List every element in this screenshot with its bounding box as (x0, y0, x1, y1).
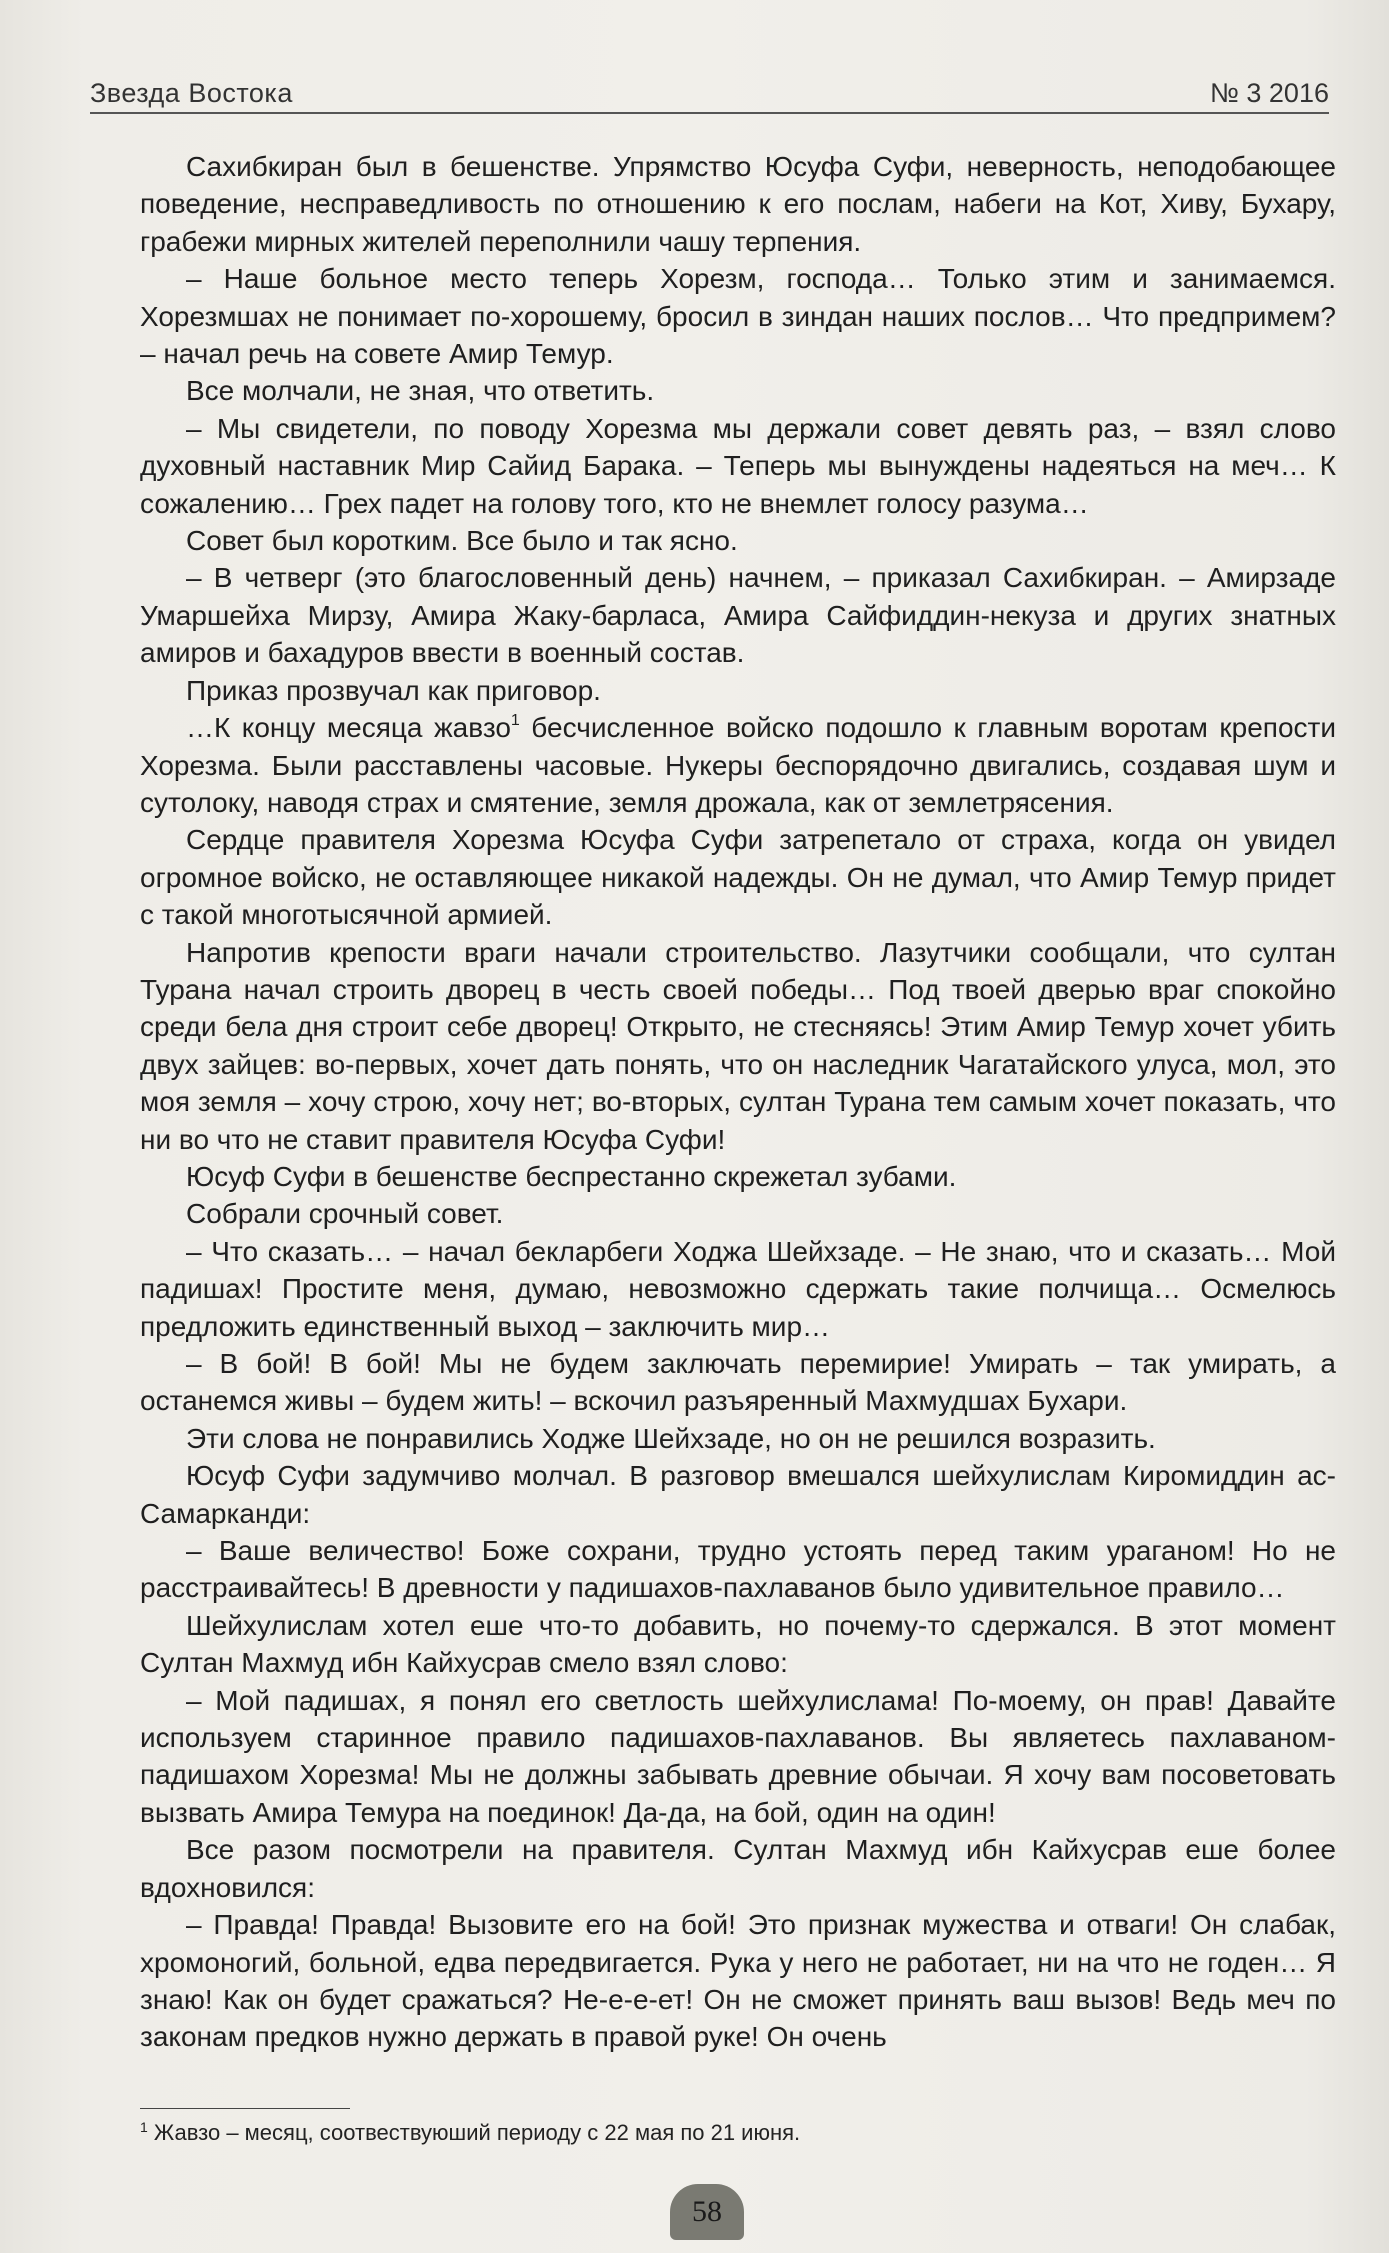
paragraph: Юсуф Суфи задумчиво молчал. В разговор вмешался шейхулислам Киромиддин ас-Самарканди: (140, 1460, 1336, 1529)
paragraph: – Наше больное место теперь Хорезм, господа… Только этим и занимаемся. Хорезмшах не понимает по-хорошему, бросил в зиндан наших послов… Что предпримем? – начал речь на совете Амир Темур. (140, 263, 1336, 370)
journal-title: Звезда Востока (90, 78, 293, 108)
footnote-text: Жавзо – месяц, соотвествуюший периоду с 22 мая по 21 июня. (147, 2120, 801, 2145)
paragraph: Шейхулислам хотел еше что-то добавить, но почему-то сдержался. В этот момент Султан Махмуд ибн Кайхусрав смело взял слово: (140, 1609, 1336, 1679)
paragraph: – В четверг (это благословенный день) начнем, – приказал Сахибкиран. – Амирзаде Умаршейха Мирзу, Амира Жаку-барласа, Амира Сайфиддин-некуза и других знатных амиров и бахадуров ввести в военный состав. (140, 562, 1336, 669)
paragraph-text: бесчисленное войско подошло к главным воротам крепости Хорезма. Были расставлены часовые. Нукеры беспорядочно двигались, создавая шум и сутолоку, наводя страх и смятение, земля дрожала, как от землетрясения. (140, 712, 1336, 818)
paragraph: – Ваше величество! Боже сохрани, трудно устоять перед таким ураганом! Но не расстраивайтесь! В древности у падишахов-пахлаванов было удивительное правило… (140, 1535, 1336, 1604)
paragraph: Юсуф Суфи в бешенстве беспрестанно скрежетал зубами. (186, 1160, 957, 1192)
paragraph: – В бой! В бой! Мы не будем заключать перемирие! Умирать – так умирать, а останемся живы – будем жить! – вскочил разъяренный Махмудшах Бухари. (140, 1348, 1336, 1417)
footnote (140, 2120, 800, 2146)
paragraph: Все молчали, не зная, что ответить. (186, 375, 655, 407)
paragraph-text: …К концу месяца жавзо (186, 712, 511, 744)
header-rule (90, 112, 1329, 114)
paragraph-with-footnote (140, 709, 1336, 821)
paragraph: Напротив крепости враги начали строительство. Лазутчики сообщали, что султан Турана начал строить дворец в честь своей победы… Под твоей дверью враг спокойно среди бела дня строит себе дворец! Открыто, не стесняясь! Этим Амир Темур хочет убить двух зайцев: во-первых, хочет дать понять, что он наследник Чагатайского улуса, мол, это моя земля – хочу строю, хочу нет; во-вторых, султан Турана тем самым хочет показать, что ни во что не ставит правителя Юсуфа Суфи! (140, 936, 1336, 1155)
paragraph: Эти слова не понравились Ходже Шейхзаде, но он не решился возразить. (186, 1422, 1156, 1454)
footnote-rule (140, 2108, 350, 2109)
paragraph: Сердце правителя Хорезма Юсуфа Суфи затрепетало от страха, когда он увидел огромное войско, не оставляющее никакой надежды. Он не думал, что Амир Темур придет с такой многотысячной армией. (140, 824, 1336, 931)
paragraph: – Правда! Правда! Вызовите его на бой! Это признак мужества и отваги! Он слабак, хромоногий, больной, едва передвигается. Рука у него не работает, ни на что не годен… Я знаю! Как он будет сражаться? Не-е-е-ет! Он не сможет принять ваш вызов! Ведь меч по законам предков нужно держать в правой руке! Он очень (140, 1909, 1336, 2053)
issue-number: № 3 2016 (1209, 78, 1329, 108)
footnote-reference: 1 (510, 712, 520, 730)
paragraph: Совет был коротким. Все было и так ясно. (186, 525, 738, 557)
paragraph: – Что сказать… – начал бекларбеги Ходжа Шейхзаде. – Не знаю, что и сказать… Мой падишах! Простите меня, думаю, невозможно сдержать такие полчища… Осмелюсь предложить единственный выход – заключить мир… (140, 1235, 1336, 1342)
paragraph: – Мой падишах, я понял его светлость шейхулислама! По-моему, он прав! Давайте используем старинное правило падишахов-пахлаванов. Вы являетесь пахлаваном-падишахом Хорезма! Мы не должны забывать древние обычаи. Я хочу вам посоветовать вызвать Амира Темура на поединок! Да-да, на бой, один на один! (140, 1684, 1336, 1828)
paragraph: – Мы свидетели, по поводу Хорезма мы держали совет девять раз, – взял слово духовный наставник Мир Сайид Барака. – Теперь мы вынуждены надеяться на меч… К сожалению… Грех падет на голову того, кто не внемлет голосу разума… (140, 412, 1336, 519)
paragraph: Приказ прозвучал как приговор. (186, 674, 601, 706)
running-header (90, 68, 1329, 108)
paragraph: Собрали срочный совет. (186, 1198, 504, 1230)
footnote-mark: 1 (140, 2119, 148, 2135)
paragraph: Сахибкиран был в бешенстве. Упрямство Юсуфа Суфи, неверность, неподобающее поведение, несправедливость по отношению к его послам, набеги на Кот, Хиву, Бухару, грабежи мирных жителей переполнили чашу терпения. (140, 151, 1336, 257)
page-number: 58 (670, 2184, 744, 2240)
paragraph: Все разом посмотрели на правителя. Султан Махмуд ибн Кайхусрав еше более вдохновился: (140, 1834, 1336, 1903)
body-text (140, 148, 1336, 2056)
